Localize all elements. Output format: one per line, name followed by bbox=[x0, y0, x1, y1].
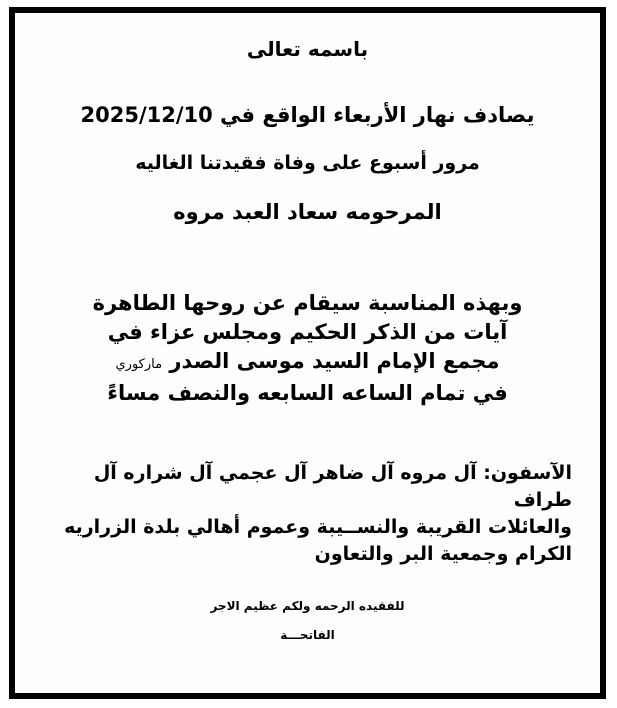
closing-line-2: الفاتحـــة bbox=[280, 628, 335, 642]
mourners-line-2: والعائلات القريبة والنســيبة وعموم أهالي بلدة الزراريه bbox=[64, 516, 572, 538]
document-frame bbox=[9, 7, 606, 699]
occasion-line-4: في تمام الساعه السابعه والنصف مساءً bbox=[107, 381, 508, 405]
occasion-line-3 bbox=[15, 347, 600, 379]
venue-note: ماركوري bbox=[115, 357, 163, 372]
mourners-line-3: الكرام وجمعية البر والتعاون bbox=[314, 543, 572, 565]
occasion-line-1: وبهذه المناسبة سيقام عن روحها الطاهرة bbox=[92, 291, 523, 315]
occasion-line-2: آيات من الذكر الحكيم ومجلس عزاء في bbox=[107, 320, 508, 344]
closing-line-1: للفقيده الرحمه ولكم عظيم الاجر bbox=[210, 599, 405, 613]
heading: باسمه تعالى bbox=[246, 37, 369, 61]
date-line: يصادف نهار الأربعاء الواقع في 2025/12/10 bbox=[80, 103, 535, 127]
mourners-line-1: الآسفون: آل مروه آل ضاهر آل عجمي آل شراره آل طراف bbox=[93, 462, 572, 511]
deceased-name: المرحومه سعاد العبد مروه bbox=[173, 200, 442, 224]
mourners-paragraph bbox=[59, 460, 572, 568]
week-line: مرور أسبوع على وفاة فقيدتنا الغاليه bbox=[135, 152, 480, 174]
occasion-paragraph bbox=[15, 289, 600, 408]
venue-name: مجمع الإمام السيد موسى الصدر bbox=[169, 349, 500, 373]
